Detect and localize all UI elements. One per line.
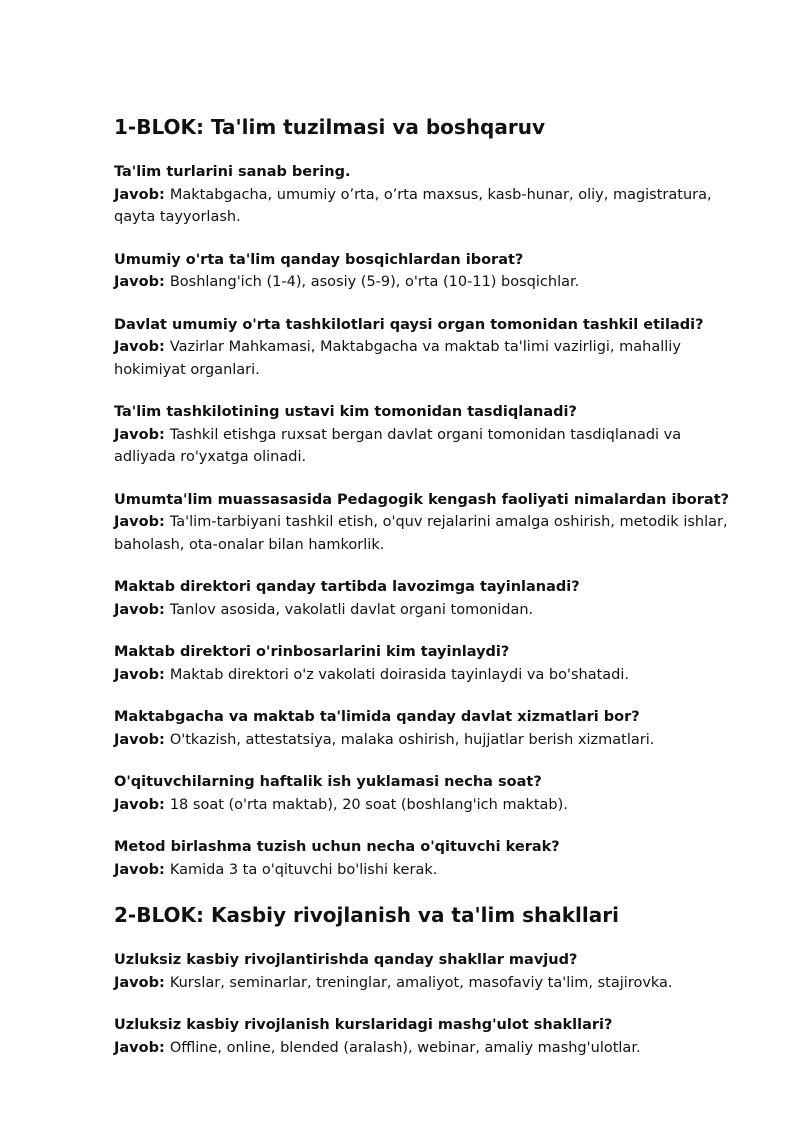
- qa-item: [114, 949, 740, 994]
- qa-item: [114, 489, 740, 557]
- answer-label: Javob:: [114, 861, 170, 878]
- answer: Tanlov asosida, vakolatli davlat organi tomonidan.: [169, 601, 534, 618]
- qa-item: [114, 161, 740, 229]
- question: Uzluksiz kasbiy rivojlanish kurslaridagi mashg'ulot shakllari?: [114, 1017, 613, 1033]
- answer-label: Javob:: [114, 796, 170, 813]
- qa-item: [114, 401, 740, 469]
- block-2-title: 2-BLOK: Kasbiy rivojlanish va ta'lim shakllari: [114, 903, 619, 927]
- answer: Vazirlar Mahkamasi, Maktabgacha va maktab ta'limi vazirligi, mahalliy hokimiyat organlari.: [114, 339, 681, 378]
- answer: Kurslar, seminarlar, treninglar, amaliyot, masofaviy ta'lim, stajirovka.: [169, 974, 673, 991]
- question: Davlat umumiy o'rta tashkilotlari qaysi organ tomonidan tashkil etiladi?: [114, 316, 704, 333]
- answer-label: Javob:: [114, 666, 170, 683]
- qa-item: [114, 314, 740, 382]
- qa-item: [114, 1014, 740, 1059]
- qa-item: [114, 836, 740, 881]
- question: Umumiy o'rta ta'lim qanday bosqichlardan iborat?: [114, 251, 524, 268]
- answer-label: Javob:: [114, 601, 170, 618]
- question: Maktab direktori qanday tartibda lavozimga tayinlanadi?: [114, 579, 580, 595]
- answer-label: Javob:: [114, 426, 170, 443]
- answer-label: Javob:: [114, 974, 170, 991]
- question: Maktabgacha va maktab ta'limida qanday davlat xizmatlari bor?: [114, 709, 640, 725]
- qa-item: [114, 641, 740, 686]
- question: O'qituvchilarning haftalik ish yuklamasi necha soat?: [114, 774, 542, 790]
- answer: Tashkil etishga ruxsat bergan davlat organi tomonidan tasdiqlanadi va adliyada ro'yxatga olinadi.: [114, 426, 682, 465]
- answer: Ta'lim-tarbiyani tashkil etish, o'quv rejalarini amalga oshirish, metodik ishlar, baholash, ota-onalar bilan hamkorlik.: [114, 514, 728, 553]
- answer: Kamida 3 ta o'qituvchi bo'lishi kerak.: [169, 861, 438, 878]
- answer-label: Javob:: [114, 339, 170, 355]
- block-1-title: 1-BLOK: Ta'lim tuzilmasi va boshqaruv: [114, 115, 546, 139]
- answer: O'tkazish, attestatsiya, malaka oshirish, hujjatlar berish xizmatlari.: [169, 731, 655, 748]
- qa-item: [114, 771, 740, 816]
- answer: Offline, online, blended (aralash), webinar, amaliy mashg'ulotlar.: [169, 1039, 641, 1056]
- question: Uzluksiz kasbiy rivojlantirishda qanday shakllar mavjud?: [114, 952, 578, 968]
- answer: Maktabgacha, umumiy o’rta, o’rta maxsus, kasb-hunar, oliy, magistratura, qayta tayyorlash.: [114, 186, 712, 225]
- answer-label: Javob:: [114, 514, 170, 530]
- answer-label: Javob:: [114, 274, 170, 290]
- answer-label: Javob:: [114, 1039, 170, 1056]
- answer: Boshlang'ich (1-4), asosiy (5-9), o'rta (10-11) bosqichlar.: [169, 274, 580, 290]
- question: Umumta'lim muassasasida Pedagogik kengash faoliyati nimalardan iborat?: [114, 491, 730, 508]
- answer-label: Javob:: [114, 731, 170, 748]
- qa-item: [114, 249, 740, 294]
- question: Metod birlashma tuzish uchun necha o'qituvchi kerak?: [114, 839, 560, 855]
- question: Maktab direktori o'rinbosarlarini kim tayinlaydi?: [114, 644, 510, 660]
- question: Ta'lim turlarini sanab bering.: [114, 164, 351, 180]
- answer: 18 soat (o'rta maktab), 20 soat (boshlang'ich maktab).: [169, 796, 568, 813]
- qa-item: [114, 706, 740, 751]
- qa-item: [114, 576, 740, 621]
- question: Ta'lim tashkilotining ustavi kim tomonidan tasdiqlanadi?: [114, 404, 577, 420]
- answer-label: Javob:: [114, 186, 170, 203]
- answer: Maktab direktori o'z vakolati doirasida tayinlaydi va bo'shatadi.: [169, 666, 630, 683]
